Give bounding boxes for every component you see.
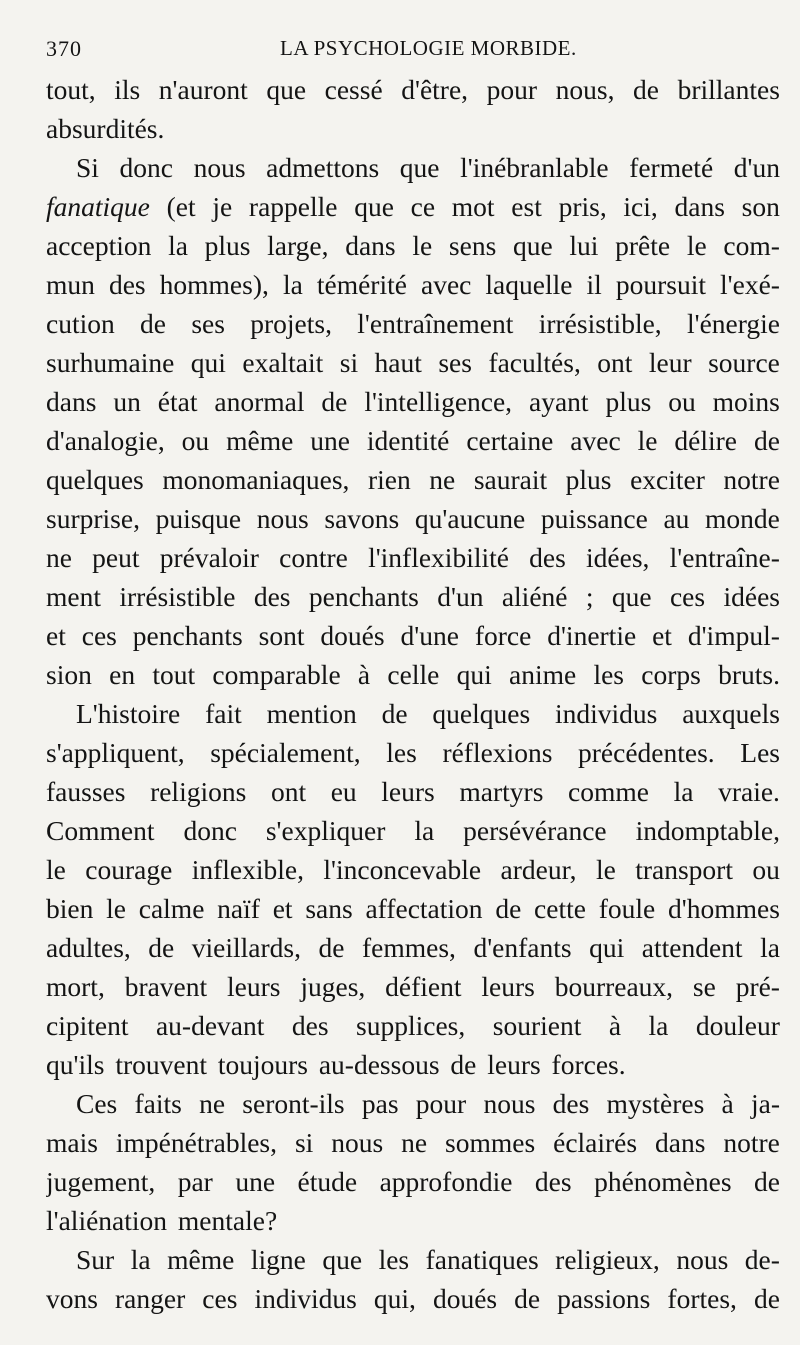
text-line: cipitent au-devant des supplices, sourient à la douleur xyxy=(46,1010,780,1041)
text-line: Si donc nous admettons que l'inébranlable fermeté d'un xyxy=(76,152,780,183)
text-line: qu'ils trouvent toujours au-dessous de leurs forces. xyxy=(46,1049,626,1080)
running-title: LA PSYCHOLOGIE MORBIDE. xyxy=(280,36,577,60)
text-line: Ces faits ne seront-ils pas pour nous des mystères à ja- xyxy=(76,1088,780,1119)
text-line: d'analogie, ou même une identité certaine avec le délire de xyxy=(46,425,780,456)
text-line: dans un état anormal de l'intelligence, ayant plus ou moins xyxy=(46,386,780,417)
text-line: tout, ils n'auront que cessé d'être, pour nous, de brillantes xyxy=(46,74,780,105)
text-line: et ces penchants sont doués d'une force d'inertie et d'impul- xyxy=(46,620,780,651)
text-line: s'appliquent, spécialement, les réflexions précédentes. Les xyxy=(46,737,780,768)
body-text xyxy=(46,70,780,1318)
page-header xyxy=(46,36,780,66)
text-line: mais impénétrables, si nous ne sommes éclairés dans notre xyxy=(46,1127,780,1158)
text-line: sion en tout comparable à celle qui anime les corps bruts. xyxy=(46,659,780,690)
text-line: surprise, puisque nous savons qu'aucune puissance au monde xyxy=(46,503,780,534)
text-line: cution de ses projets, l'entraînement irrésistible, l'énergie xyxy=(46,308,780,339)
text-line: absurdités. xyxy=(46,113,165,144)
text-line: mun des hommes), la témérité avec laquelle il poursuit l'exé- xyxy=(46,269,780,300)
text-line: acception la plus large, dans le sens que lui prête le com- xyxy=(46,230,780,261)
text-line: vons ranger ces individus qui, doués de passions fortes, de xyxy=(46,1283,780,1314)
text-line: fanatique (et je rappelle que ce mot est pris, ici, dans son xyxy=(46,191,780,222)
text-line: adultes, de vieillards, de femmes, d'enfants qui attendent la xyxy=(46,932,780,963)
text-line: l'aliénation mentale? xyxy=(46,1205,278,1236)
text-line: quelques monomaniaques, rien ne saurait plus exciter notre xyxy=(46,464,780,495)
text-line: surhumaine qui exaltait si haut ses facultés, ont leur source xyxy=(46,347,780,378)
text-line: L'histoire fait mention de quelques individus auxquels xyxy=(76,698,780,729)
text-line: fausses religions ont eu leurs martyrs comme la vraie. xyxy=(46,776,780,807)
text-line: Comment donc s'expliquer la persévérance indomptable, xyxy=(46,815,780,846)
text-line: ne peut prévaloir contre l'inflexibilité des idées, l'entraîne- xyxy=(46,542,780,573)
text-line: le courage inflexible, l'inconcevable ardeur, le transport ou xyxy=(46,854,780,885)
text-line: ment irrésistible des penchants d'un aliéné ; que ces idées xyxy=(46,581,780,612)
text-line: jugement, par une étude approfondie des phénomènes de xyxy=(46,1166,780,1197)
text-line: mort, bravent leurs juges, défient leurs bourreaux, se pré- xyxy=(46,971,780,1002)
page-number: 370 xyxy=(46,36,82,61)
text-line: bien le calme naïf et sans affectation de cette foule d'hommes xyxy=(46,893,780,924)
text-line: Sur la même ligne que les fanatiques religieux, nous de- xyxy=(76,1244,780,1275)
